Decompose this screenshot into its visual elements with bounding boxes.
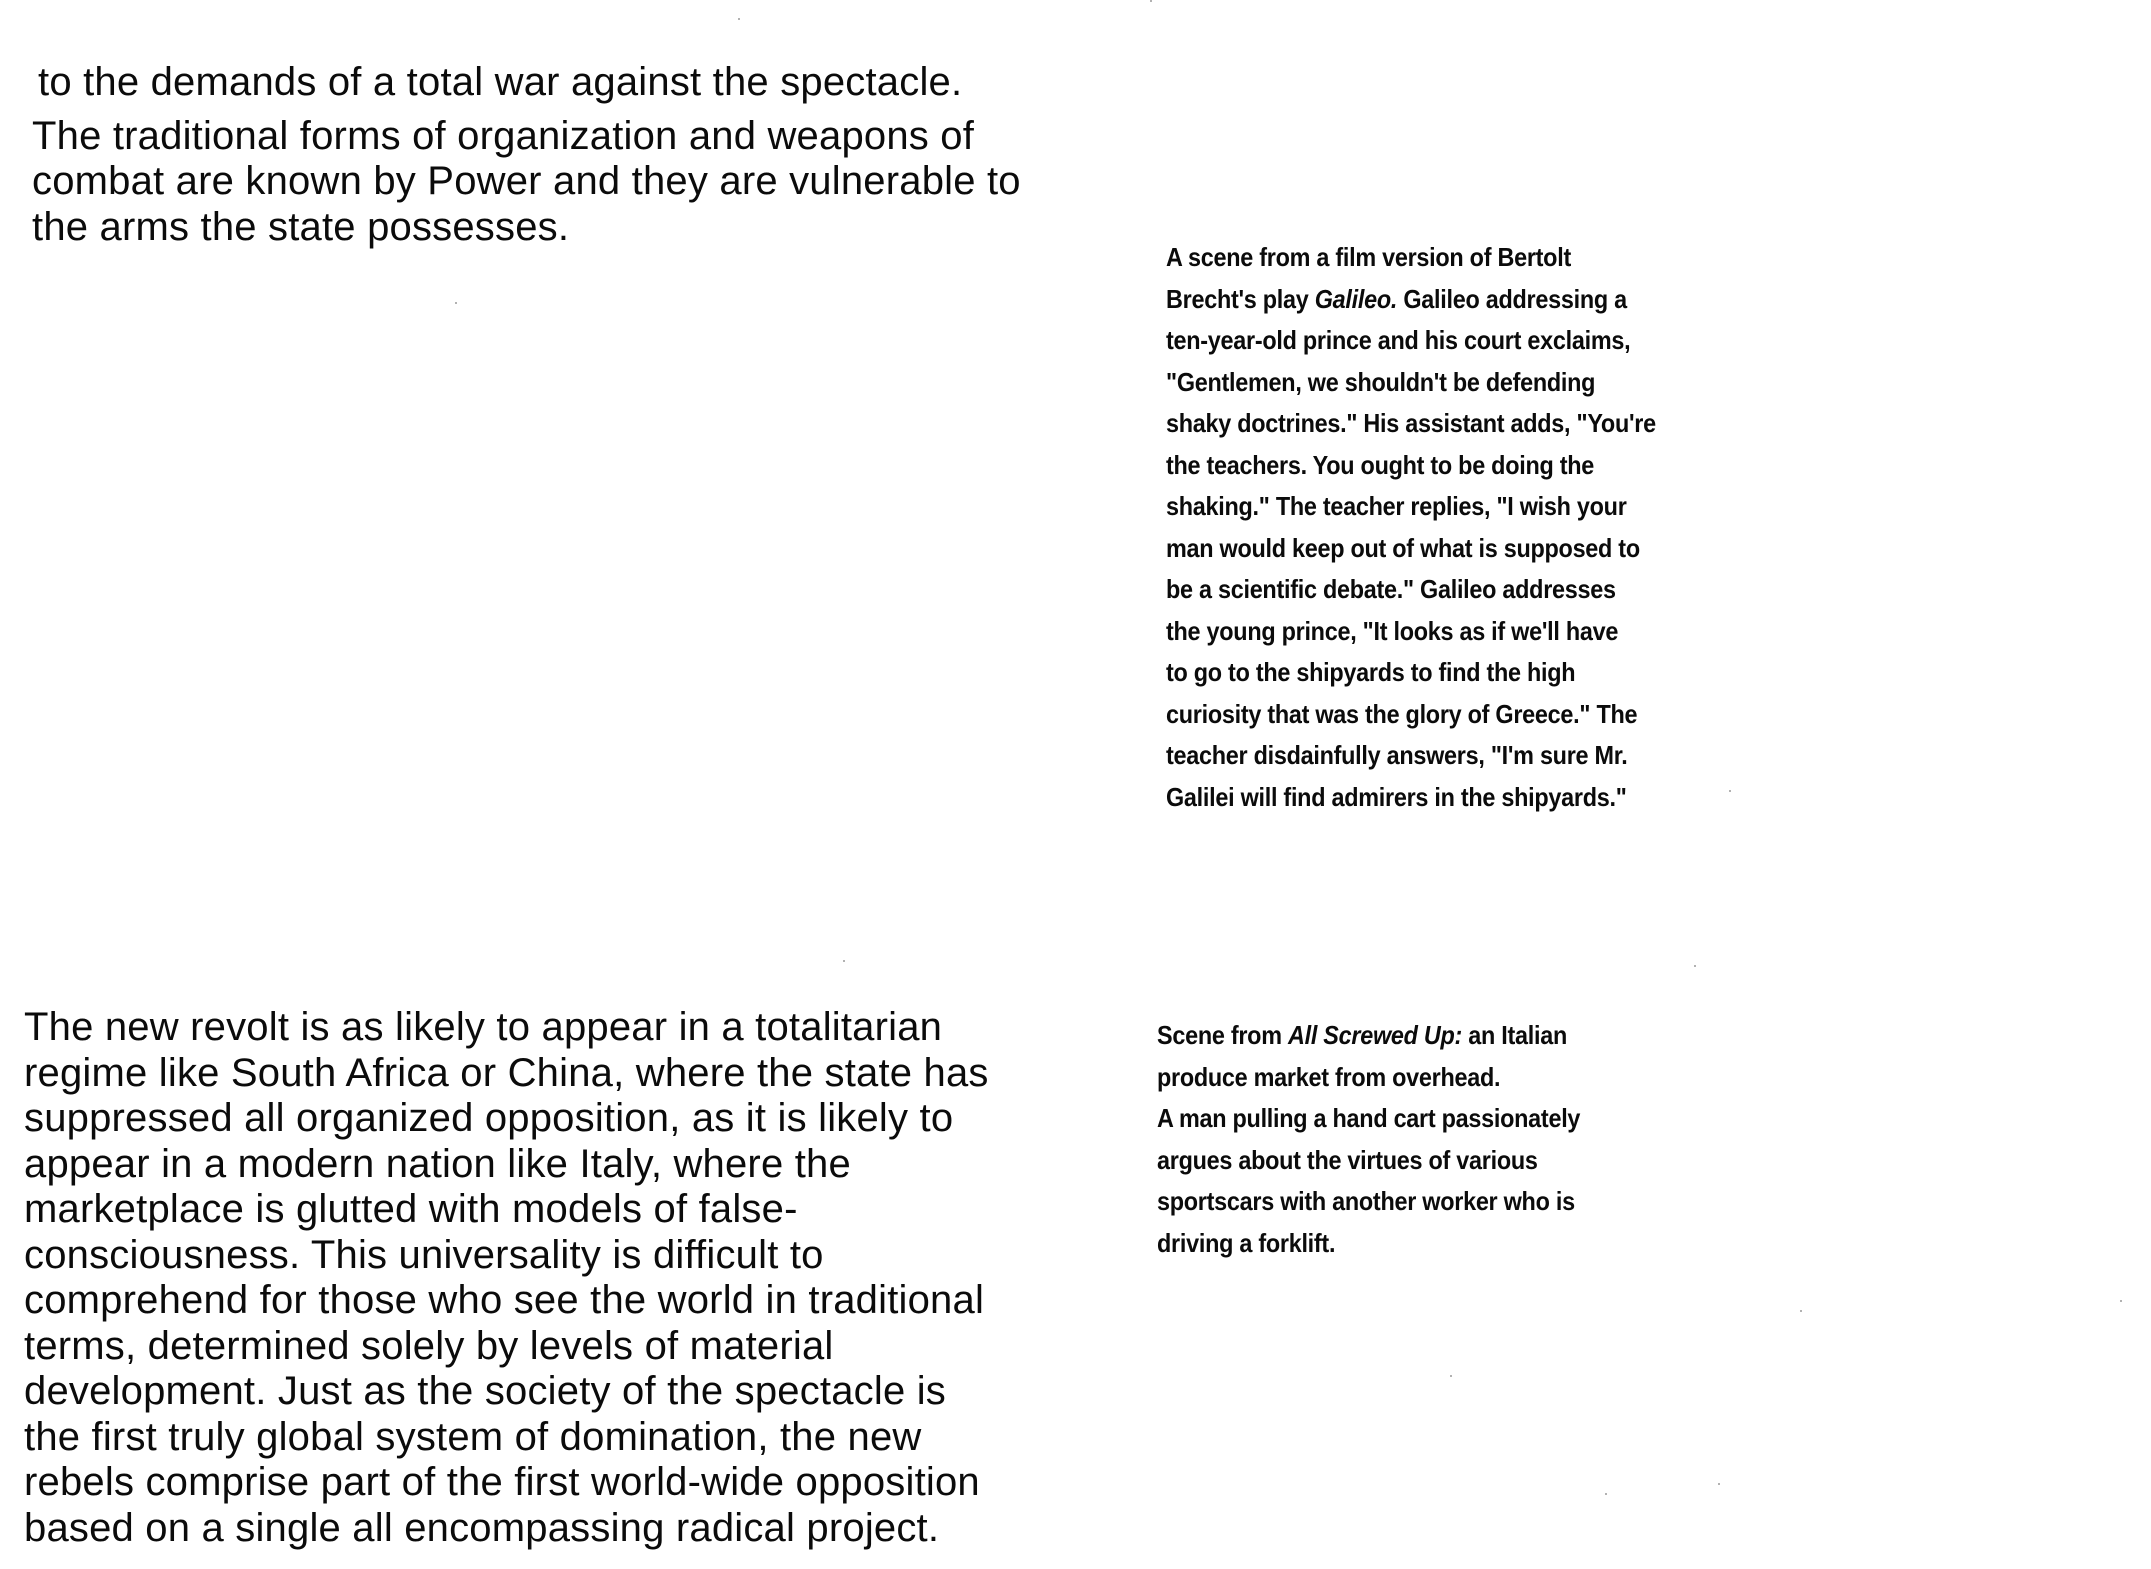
- caption-line: Galilei will find admirers in the shipyards.": [1166, 781, 1627, 812]
- text-line: development. Just as the society of the spectacle is: [24, 1369, 947, 1413]
- caption-title-italic: All Screwed Up:: [1287, 1020, 1463, 1050]
- text-line: appear in a modern nation like Italy, where the: [24, 1141, 851, 1186]
- caption-line: [1157, 1015, 1580, 1057]
- text-line: the first truly global system of domination, the new: [24, 1414, 922, 1459]
- text-line: regime like South Africa or China, where the state has: [24, 1050, 989, 1095]
- caption-text: Galileo addressing a: [1397, 283, 1627, 314]
- caption-line: sportscars with another worker who is: [1157, 1186, 1575, 1216]
- scan-speck: [1718, 1483, 1720, 1485]
- caption-line: man would keep out of what is supposed to: [1166, 532, 1640, 563]
- scan-speck: [738, 18, 740, 20]
- caption-line: shaking." The teacher replies, "I wish your: [1166, 491, 1627, 521]
- scan-speck: [1729, 790, 1731, 792]
- scan-speck: [455, 302, 457, 304]
- scan-speck: [1450, 1375, 1452, 1377]
- scan-speck: [843, 960, 845, 962]
- scan-speck: [2120, 1300, 2122, 1302]
- caption-all-screwed-up: [1157, 1015, 1580, 1264]
- caption-line: argues about the virtues of various: [1157, 1144, 1538, 1175]
- text-line: consciousness. This universality is difficult to: [24, 1232, 824, 1277]
- text-line: based on a single all encompassing radical project.: [24, 1505, 940, 1550]
- text-line: The new revolt is as likely to appear in a totalitarian: [24, 1005, 943, 1049]
- text-line: rebels comprise part of the first world-wide opposition: [24, 1460, 980, 1504]
- scan-speck: [1800, 1310, 1802, 1312]
- caption-line: curiosity that was the glory of Greece." The: [1166, 698, 1638, 729]
- scan-speck: [1605, 1493, 1607, 1495]
- text-line: suppressed all organized opposition, as it is likely to: [24, 1096, 954, 1140]
- caption-line: produce market from overhead.: [1157, 1061, 1501, 1092]
- text-line: combat are known by Power and they are vulnerable to: [32, 159, 1021, 203]
- caption-line: [1166, 279, 1656, 321]
- text-line: to the demands of a total war against the spectacle.: [38, 60, 963, 104]
- caption-line: A man pulling a hand cart passionately: [1157, 1103, 1581, 1133]
- caption-line: teacher disdainfully answers, "I'm sure Mr.: [1166, 740, 1628, 770]
- caption-text: an Italian: [1462, 1020, 1568, 1050]
- caption-line: driving a forklift.: [1157, 1227, 1336, 1258]
- caption-line: ten-year-old prince and his court exclaims,: [1166, 325, 1631, 355]
- caption-title-italic: Galileo.: [1314, 283, 1398, 314]
- scan-speck: [1694, 965, 1696, 967]
- text-line: marketplace is glutted with models of false-: [24, 1187, 798, 1231]
- caption-galileo: [1166, 237, 1656, 818]
- text-line: comprehend for those who see the world in traditional: [24, 1278, 985, 1322]
- text-line: the arms the state possesses.: [32, 204, 570, 249]
- caption-line: "Gentlemen, we shouldn't be defending: [1166, 366, 1596, 397]
- caption-line: A scene from a film version of Bertolt: [1166, 242, 1571, 272]
- text-line: The traditional forms of organization and weapons of: [32, 113, 975, 158]
- text-line: terms, determined solely by levels of material: [24, 1323, 834, 1368]
- body-paragraph-top: [32, 60, 1021, 250]
- caption-text: Scene from: [1157, 1020, 1288, 1050]
- caption-line: be a scientific debate." Galileo addresses: [1166, 574, 1616, 604]
- scan-speck: [1150, 0, 1152, 2]
- caption-line: the teachers. You ought to be doing the: [1166, 449, 1595, 480]
- caption-line: shaky doctrines." His assistant adds, "You're: [1166, 408, 1656, 438]
- caption-text: Brecht's play: [1166, 283, 1315, 314]
- caption-line: to go to the shipyards to find the high: [1166, 657, 1576, 687]
- body-paragraph-bottom: [24, 1005, 989, 1551]
- caption-line: the young prince, "It looks as if we'll have: [1166, 615, 1619, 646]
